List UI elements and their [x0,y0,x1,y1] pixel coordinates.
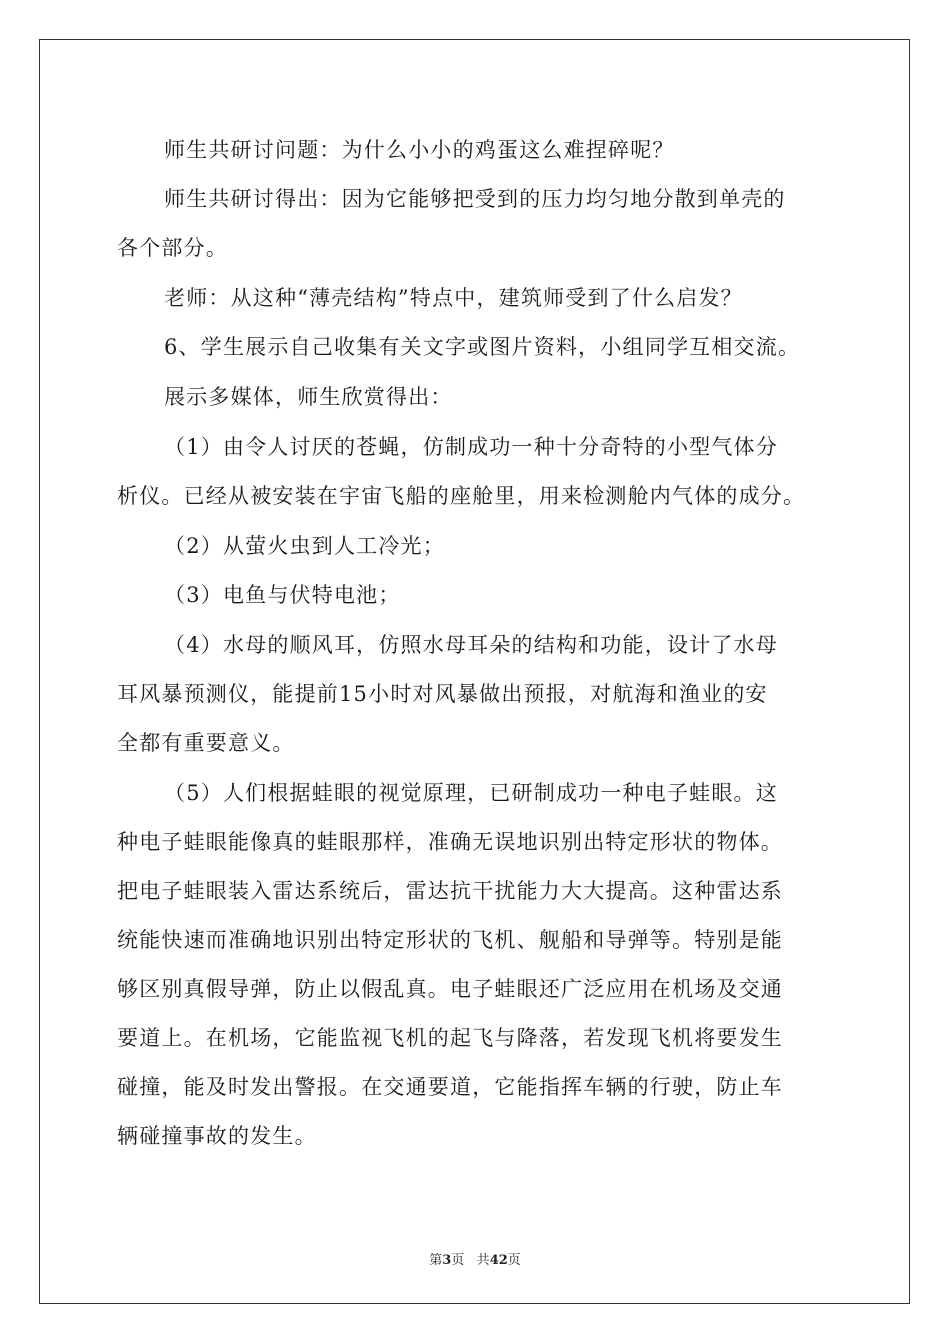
text-line: （1）由令人讨厌的苍蝇，仿制成功一种十分奇特的小型气体分 [164,435,778,459]
paragraph-9 [117,621,837,768]
current-page-number: 3 [442,1253,452,1268]
total-page-count: 42 [489,1253,508,1268]
text-line: 碰撞，能及时发出警报。在交通要道，它能指挥车辆的行驶，防止车 [117,1075,783,1099]
page-footer [0,1249,950,1268]
text-line: 6、学生展示自己收集有关文字或图片资料，小组同学互相交流。 [164,335,801,359]
text-line: （4）水母的顺风耳，仿照水母耳朵的结构和功能，设计了水母 [164,633,778,657]
text-line: 析仪。已经从被安装在宇宙飞船的座舱里，用来检测舱内气体的成分。 [117,484,806,508]
text-line: 老师：从这种“薄壳结构”特点中，建筑师受到了什么启发？ [164,286,743,310]
page-prefix: 第 [429,1253,443,1268]
paragraph-5 [117,373,837,422]
text-line: 种电子蛙眼能像真的蛙眼那样，准确无误地识别出特定形状的物体。 [117,830,783,854]
paragraph-2 [117,175,837,273]
paragraph-3 [117,274,837,323]
paragraph-10 [117,769,837,1161]
total-prefix: 共 [476,1253,490,1268]
text-line: 统能快速而准确地识别出特定形状的飞机、舰船和导弹等。特别是能 [117,928,783,952]
text-line: 耳风暴预测仪，能提前15小时对风暴做出预报，对航海和渔业的安 [117,682,768,706]
paragraph-1 [117,126,837,175]
total-suffix: 页 [507,1253,521,1268]
text-line: 全都有重要意义。 [117,731,295,755]
page-suffix: 页 [451,1253,465,1268]
text-line: 要道上。在机场，它能监视飞机的起飞与降落，若发现飞机将要发生 [117,1026,783,1050]
text-line: 各个部分。 [117,236,228,260]
text-line: （5）人们根据蛙眼的视觉原理，已研制成功一种电子蛙眼。这 [164,781,778,805]
text-line: 辆碰撞事故的发生。 [117,1124,317,1148]
text-line: 师生共研讨得出：因为它能够把受到的压力均匀地分散到单壳的 [164,187,786,211]
text-line: 够区别真假导弹，防止以假乱真。电子蛙眼还广泛应用在机场及交通 [117,977,783,1001]
text-line: 师生共研讨问题：为什么小小的鸡蛋这么难捏碎呢？ [164,138,675,162]
text-line: （3）电鱼与伏特电池； [164,583,401,607]
text-line: 把电子蛙眼装入雷达系统后，雷达抗干扰能力大大提高。这种雷达系 [117,879,783,903]
paragraph-7 [117,522,837,571]
paragraph-4 [117,323,837,372]
text-line: （2）从萤火虫到人工冷光； [164,534,445,558]
text-line: 展示多媒体，师生欣赏得出： [164,385,453,409]
paragraph-8 [117,571,837,620]
paragraph-6 [117,423,837,521]
